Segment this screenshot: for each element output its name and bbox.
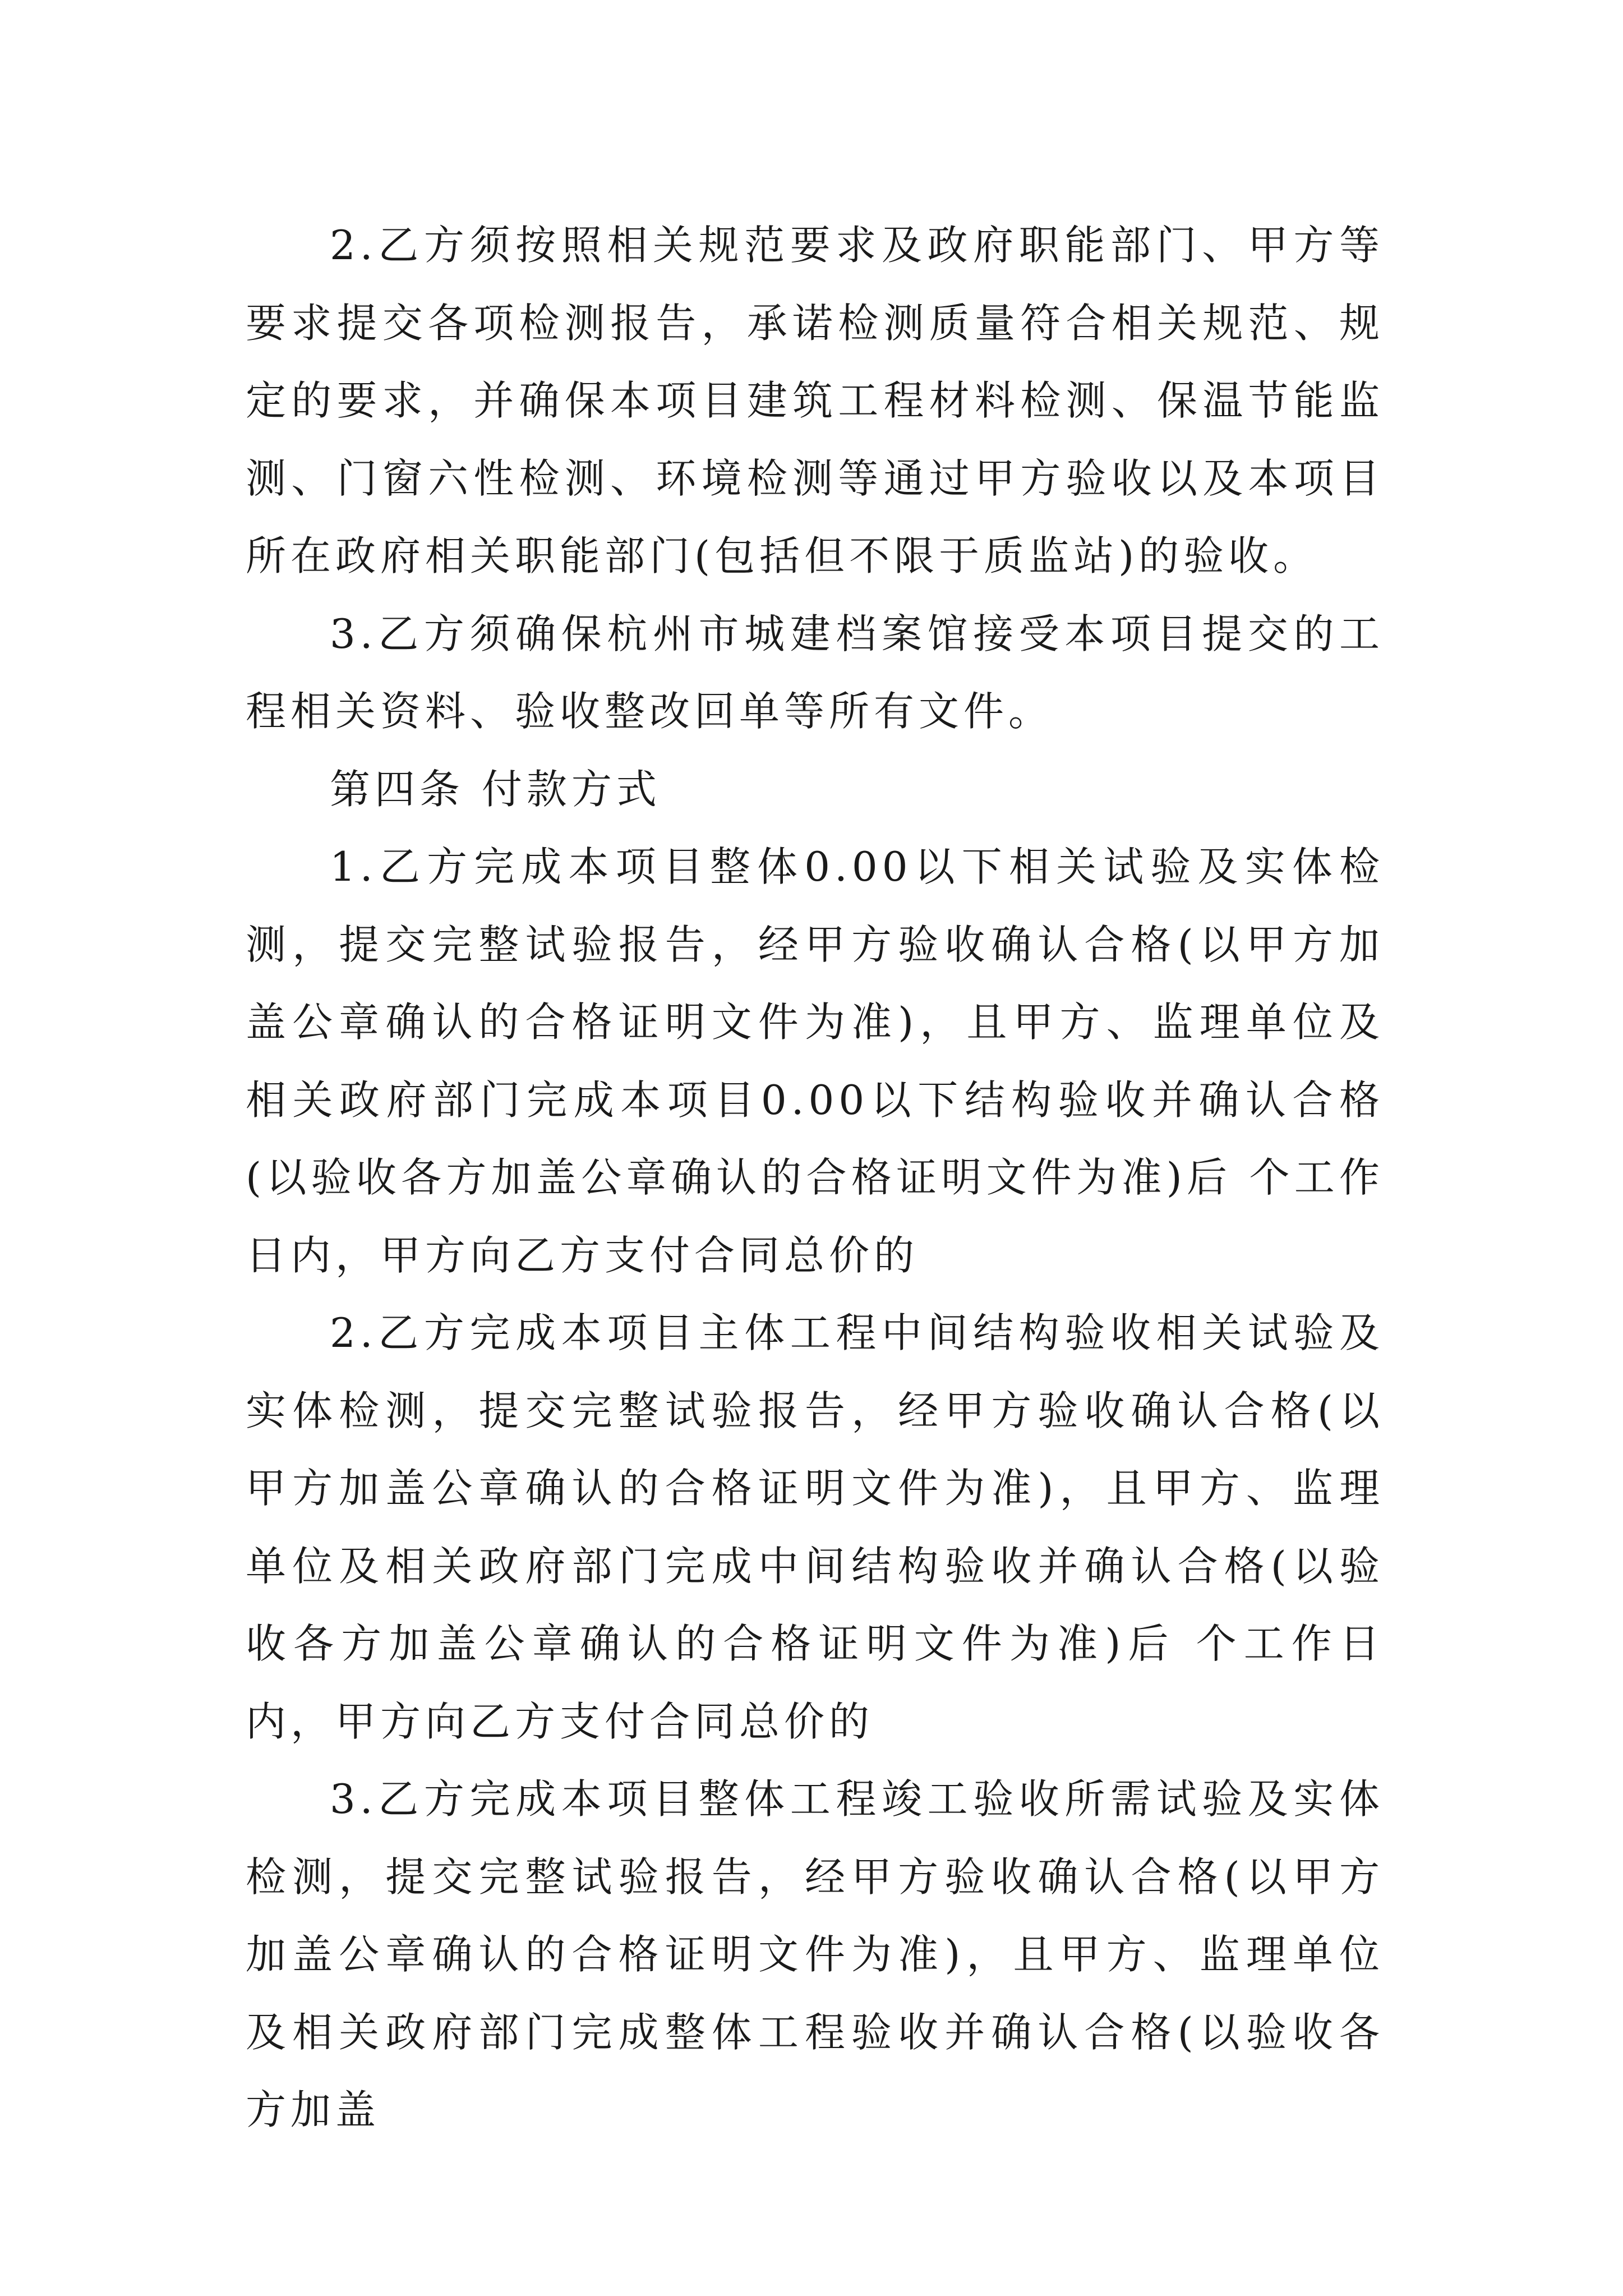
paragraph-payment-3: 3.乙方完成本项目整体工程竣工验收所需试验及实体检测，提交完整试验报告，经甲方验收确认合格(以甲方加盖公章确认的合格证明文件为准)，且甲方、监理单位及相关政府部门完成整体工程验收并确认合格(以验收各方加盖: [246, 1775, 1384, 2133]
paragraph-payment-2: 2.乙方完成本项目主体工程中间结构验收相关试验及实体检测，提交完整试验报告，经甲方验收确认合格(以甲方加盖公章确认的合格证明文件为准)，且甲方、监理单位及相关政府部门完成中间结构验收并确认合格(以验收各方加盖公章确认的合格证明文件为准)后 个工作日内，甲方向乙方支付合同总价的: [246, 1309, 1384, 1745]
paragraph-clause-3-3: 3.乙方须确保杭州市城建档案馆接受本项目提交的工程相关资料、验收整改回单等所有文件。: [246, 610, 1384, 735]
paragraph-clause-3-2: 2.乙方须按照相关规范要求及政府职能部门、甲方等要求提交各项检测报告，承诺检测质量符合相关规范、规定的要求，并确保本项目建筑工程材料检测、保温节能监测、门窗六性检测、环境检测等通过甲方验收以及本项目所在政府相关职能部门(包括但不限于质监站)的验收。: [246, 222, 1384, 579]
section-heading-article-4: 第四条 付款方式: [330, 765, 661, 813]
paragraph-payment-1: 1.乙方完成本项目整体0.00以下相关试验及实体检测，提交完整试验报告，经甲方验收确认合格(以甲方加盖公章确认的合格证明文件为准)，且甲方、监理单位及相关政府部门完成本项目0.00以下结构验收并确认合格(以验收各方加盖公章确认的合格证明文件为准)后 个工作日内，甲方向乙方支付合同总价的: [246, 843, 1384, 1279]
document-body: [246, 206, 1384, 2149]
